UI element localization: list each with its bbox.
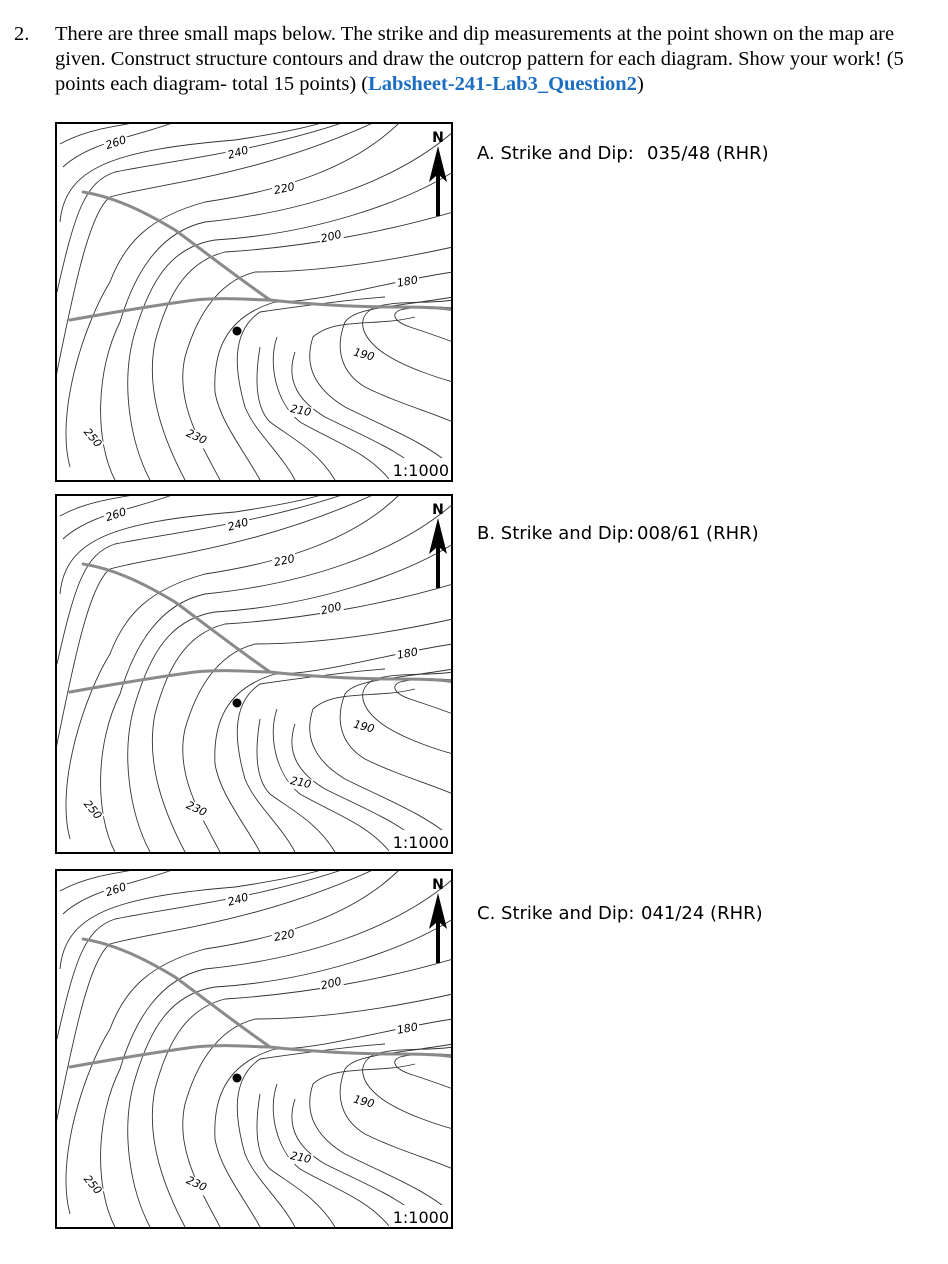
measurement-point bbox=[233, 327, 242, 336]
question-suffix: ) bbox=[636, 73, 644, 95]
stream-line bbox=[70, 671, 453, 692]
map-scale: 1:1000 bbox=[392, 833, 449, 852]
contour-line bbox=[128, 544, 453, 852]
strike-dip-value: 008/61 (RHR) bbox=[637, 523, 759, 544]
strike-dip-label: C. Strike and Dip: bbox=[477, 903, 635, 924]
contour-line bbox=[215, 644, 453, 852]
contour-line bbox=[57, 122, 345, 292]
north-label: N bbox=[432, 130, 444, 146]
contour-line bbox=[66, 494, 400, 839]
contour-line bbox=[363, 1047, 453, 1129]
svg-text:250: 250 bbox=[80, 1172, 105, 1197]
contour-line bbox=[395, 1054, 453, 1089]
contour-label bbox=[287, 1149, 313, 1168]
contour-line bbox=[60, 494, 140, 516]
strike-dip-a bbox=[477, 143, 769, 164]
svg-text:260: 260 bbox=[103, 505, 128, 525]
contour-line bbox=[395, 307, 453, 342]
stream-line bbox=[83, 564, 270, 672]
contour-line bbox=[363, 300, 453, 382]
contour-label bbox=[102, 880, 129, 901]
svg-text:210: 210 bbox=[289, 402, 313, 420]
contour-label bbox=[225, 890, 252, 910]
contour-label bbox=[394, 645, 420, 663]
topographic-map-b bbox=[55, 494, 453, 854]
svg-text:190: 190 bbox=[352, 717, 376, 736]
contour-line bbox=[60, 869, 140, 891]
contour-line bbox=[60, 122, 140, 144]
measurement-point bbox=[233, 699, 242, 708]
contour-line bbox=[55, 869, 375, 1129]
map-frame bbox=[56, 495, 452, 853]
svg-text:240: 240 bbox=[226, 515, 250, 534]
svg-text:180: 180 bbox=[395, 1020, 419, 1037]
contour-label bbox=[350, 1092, 377, 1112]
svg-text:250: 250 bbox=[80, 797, 105, 822]
svg-text:180: 180 bbox=[395, 273, 419, 290]
strike-dip-b bbox=[477, 523, 759, 544]
contour-line bbox=[57, 869, 345, 1039]
map-drawing bbox=[55, 494, 453, 854]
stream-line bbox=[70, 1046, 453, 1067]
stream-line bbox=[83, 192, 270, 300]
strike-dip-label: B. Strike and Dip: bbox=[477, 523, 635, 544]
contour-label bbox=[318, 974, 345, 993]
north-label: N bbox=[432, 502, 444, 518]
contour-label bbox=[225, 143, 252, 163]
strike-dip-value: 041/24 (RHR) bbox=[641, 903, 763, 924]
map-drawing bbox=[55, 122, 453, 482]
topographic-map-a bbox=[55, 122, 453, 482]
contour-label bbox=[287, 402, 313, 421]
svg-text:210: 210 bbox=[289, 774, 313, 792]
north-arrow-icon bbox=[429, 518, 447, 588]
contour-label bbox=[318, 599, 345, 618]
contour-line bbox=[55, 494, 375, 754]
contour-line bbox=[66, 869, 400, 1214]
contour-label bbox=[271, 552, 297, 571]
contour-line bbox=[363, 672, 453, 754]
contour-label bbox=[271, 180, 297, 199]
svg-text:260: 260 bbox=[103, 133, 128, 153]
contour-label bbox=[287, 774, 313, 793]
contour-line bbox=[55, 122, 375, 382]
map-scale: 1:1000 bbox=[392, 1208, 449, 1227]
map-drawing bbox=[55, 869, 453, 1229]
contour-line bbox=[395, 679, 453, 714]
svg-text:240: 240 bbox=[226, 143, 250, 162]
strike-dip-label: A. Strike and Dip: bbox=[477, 143, 634, 164]
contour-label bbox=[394, 273, 420, 291]
north-arrow-icon bbox=[429, 146, 447, 216]
svg-text:260: 260 bbox=[103, 880, 128, 900]
contour-label bbox=[350, 717, 377, 737]
contour-line bbox=[60, 122, 325, 222]
labsheet-link[interactable]: Labsheet-241-Lab3_Question2 bbox=[368, 73, 637, 95]
contour-label bbox=[102, 133, 129, 154]
topographic-map-c bbox=[55, 869, 453, 1229]
svg-text:190: 190 bbox=[352, 1092, 376, 1111]
question-number: 2. bbox=[14, 23, 30, 45]
svg-text:240: 240 bbox=[226, 890, 250, 909]
svg-text:230: 230 bbox=[184, 1173, 209, 1195]
svg-text:250: 250 bbox=[80, 425, 105, 450]
contour-label bbox=[271, 927, 297, 946]
map-frame bbox=[56, 123, 452, 481]
svg-text:200: 200 bbox=[319, 227, 343, 246]
contour-label bbox=[225, 515, 252, 535]
contour-label bbox=[350, 345, 377, 365]
svg-text:220: 220 bbox=[272, 927, 296, 945]
map-scale: 1:1000 bbox=[392, 461, 449, 480]
contour-line bbox=[128, 172, 453, 480]
stream-line bbox=[83, 939, 270, 1047]
contour-line bbox=[66, 122, 400, 467]
contour-line bbox=[60, 494, 325, 594]
svg-text:200: 200 bbox=[319, 974, 343, 993]
svg-text:200: 200 bbox=[319, 599, 343, 618]
svg-text:210: 210 bbox=[289, 1149, 313, 1167]
contour-line bbox=[128, 919, 453, 1227]
north-arrow-icon bbox=[429, 893, 447, 963]
strike-dip-c bbox=[477, 903, 763, 924]
svg-text:190: 190 bbox=[352, 345, 376, 364]
contour-line bbox=[215, 1019, 453, 1227]
contour-label bbox=[182, 798, 210, 821]
contour-line bbox=[215, 272, 453, 480]
svg-text:220: 220 bbox=[272, 180, 296, 198]
question-text bbox=[55, 22, 913, 97]
svg-text:220: 220 bbox=[272, 552, 296, 570]
strike-dip-value: 035/48 (RHR) bbox=[647, 143, 769, 164]
question-body: There are three small maps below. The strike and dip measurements at the point shown on the map are given. Construct structure contours and draw the outcrop pattern for each diagram. Show your work! (5 points each diagram- total 15 points) ( bbox=[55, 23, 904, 95]
contour-label bbox=[182, 426, 210, 449]
contour-label bbox=[102, 505, 129, 526]
contour-label bbox=[182, 1173, 210, 1196]
measurement-point bbox=[233, 1074, 242, 1083]
stream-line bbox=[70, 299, 453, 320]
map-frame bbox=[56, 870, 452, 1228]
svg-text:230: 230 bbox=[184, 426, 209, 448]
contour-label bbox=[394, 1020, 420, 1038]
svg-text:180: 180 bbox=[395, 645, 419, 662]
svg-text:230: 230 bbox=[184, 798, 209, 820]
north-label: N bbox=[432, 877, 444, 893]
contour-line bbox=[57, 494, 345, 664]
contour-line bbox=[60, 869, 325, 969]
contour-label bbox=[318, 227, 345, 246]
